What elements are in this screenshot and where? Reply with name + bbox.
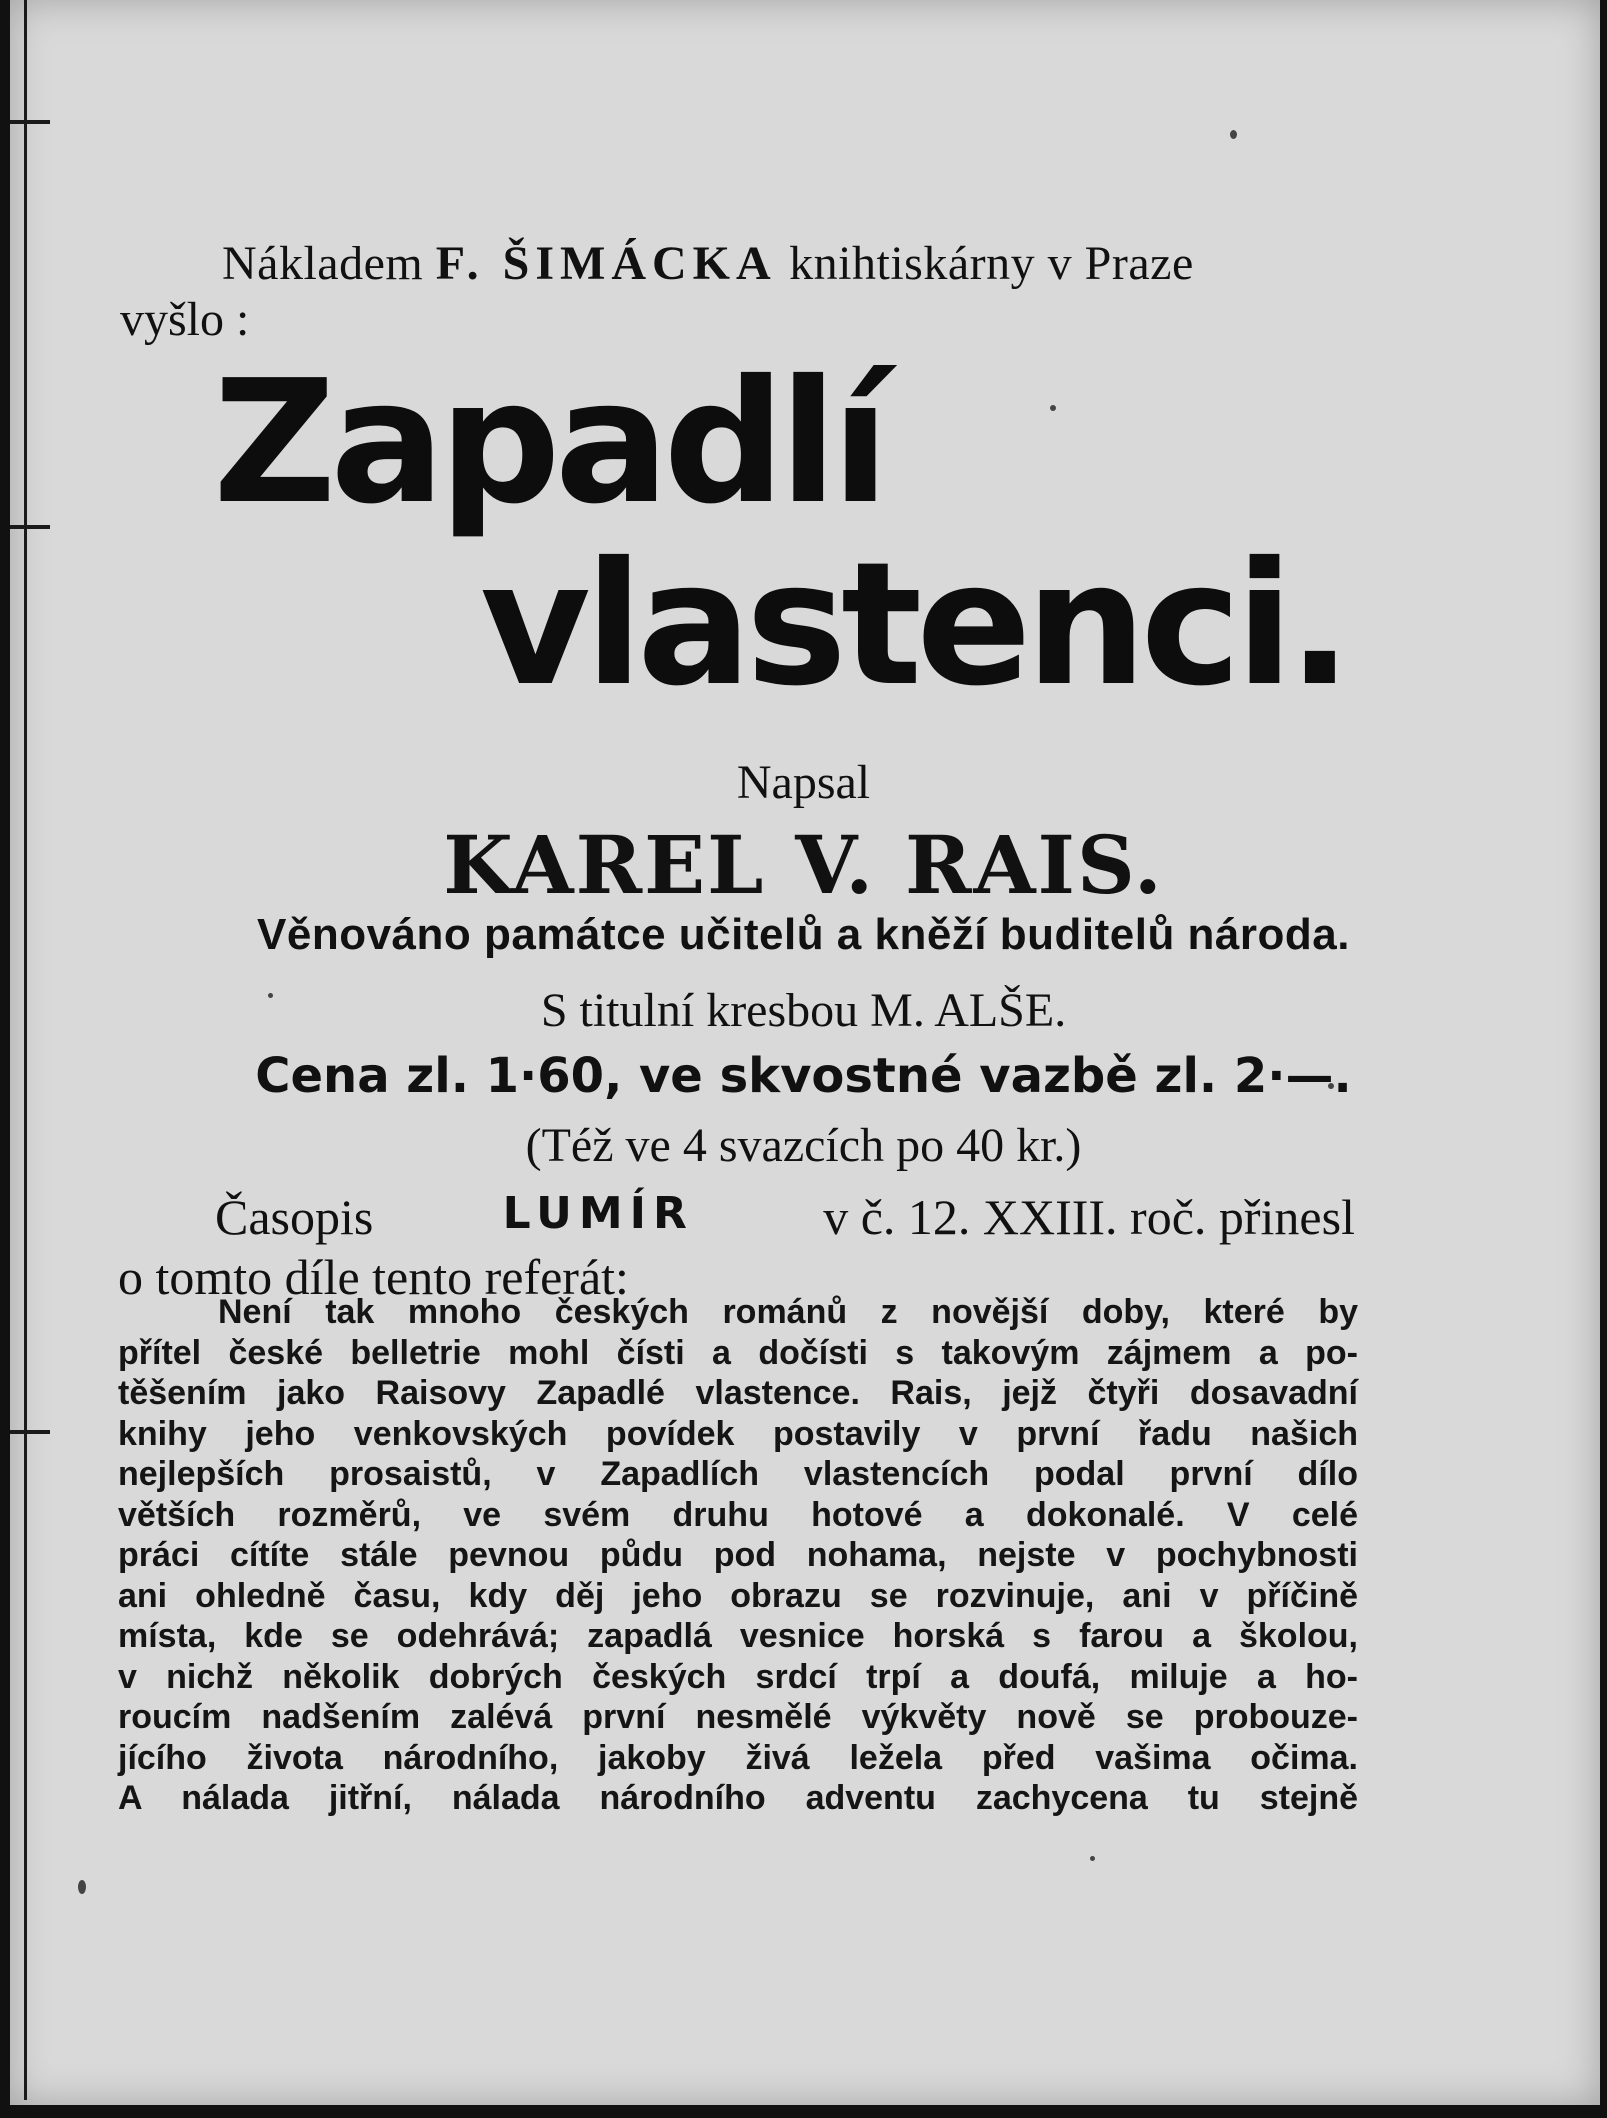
publisher-suffix: knihtiskárny v Praze (789, 237, 1194, 290)
illustration-credit: S titulní kresbou M. ALŠE. (540, 984, 1067, 1037)
review-line: A nálada jitřní, nálada národního adventu zachycena tu stejně (118, 1779, 1358, 1817)
review-intro-suffix: v č. 12. XXIII. roč. přinesl (823, 1189, 1355, 1245)
review-line: těšením jako Raisovy Zapadlé vlastence. Rais, jejž čtyři dosavadní (118, 1374, 1358, 1412)
price: Cena zl. 1·60, ve skvostné vazbě zl. 2·—. (255, 1048, 1352, 1104)
binding-mark (10, 1430, 50, 1434)
book-title-line1: Zapadlí (213, 344, 884, 542)
author-name: KAREL V. RAIS. (443, 818, 1164, 912)
dedication: Věnováno památce učitelů a kněží buditelů národa. (257, 910, 1350, 959)
review-line: ani ohledně času, kdy děj jeho obrazu se rozvinuje, ani v příčině (118, 1576, 1358, 1615)
magazine-name: LUMÍR (502, 1188, 694, 1239)
print-speck (1050, 405, 1056, 411)
publisher-line (222, 236, 1194, 291)
review-line: práci cítíte stále pevnou půdu pod nohama, nejste v pochybnosti (118, 1536, 1358, 1574)
review-line: roucím nadšením zalévá první nesmělé výkvěty nově se probouze- (118, 1698, 1358, 1736)
review-line: nejlepších prosaistů, v Zapadlích vlastencích podal první dílo (118, 1455, 1358, 1493)
print-speck (1090, 1856, 1095, 1861)
review-line: Není tak mnoho českých románů z novější doby, které by (218, 1293, 1358, 1331)
review-text (118, 1292, 1358, 1819)
volumes-note: (Též ve 4 svazcích po 40 kr.) (525, 1119, 1082, 1172)
review-line: knihy jeho venkovských povídek postavily v první řadu našich (118, 1414, 1358, 1453)
wrote-label: Napsal (736, 756, 871, 809)
review-line: větších rozměrů, ve svém druhu hotové a dokonalé. V celé (118, 1495, 1358, 1534)
book-title-line2: vlastenci. (480, 526, 1347, 724)
review-intro (215, 1188, 1355, 1246)
publisher-prefix: Nákladem (222, 237, 424, 290)
review-intro-prefix: Časopis (215, 1189, 374, 1245)
binding-mark (10, 525, 50, 529)
review-line: přítel české belletrie mohl čísti a dočísti s takovým zájmem a po- (118, 1333, 1358, 1372)
print-speck (78, 1880, 86, 1894)
binding-mark (10, 120, 50, 124)
review-line: v nichž několik dobrých českých srdcí trpí a doufá, miluje a ho- (118, 1657, 1358, 1696)
print-speck (1230, 130, 1237, 139)
review-line: jícího života národního, jakoby živá ležela před vašima očima. (118, 1738, 1358, 1777)
review-line: místa, kde se odehrává; zapadlá vesnice horská s farou a školou, (118, 1617, 1358, 1655)
published-label: vyšlo : (120, 293, 250, 346)
review-intro-line2: o tomto díle tento referát: (118, 1249, 629, 1305)
publisher-name: F. ŠIMÁCKA (435, 237, 777, 290)
